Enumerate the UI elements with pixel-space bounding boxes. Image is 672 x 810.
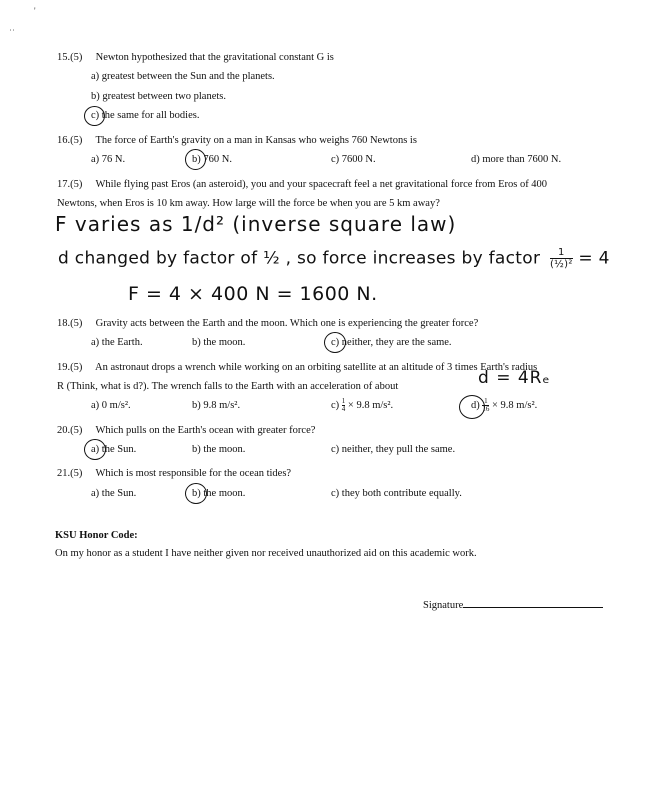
question-text-continued: R (Think, what is d?). The wrench falls to the Earth with an acceleration of about [57,381,399,392]
q19-option-a[interactable]: a) 0 m/s². [91,400,131,411]
q20-option-c[interactable]: c) neither, they pull the same. [331,444,456,455]
handwritten-line-3: F = 4 × 400 N = 1600 N. [128,283,378,305]
signature-field[interactable] [423,597,603,611]
q16-option-a[interactable]: a) 76 N. [91,154,126,165]
question-number: 17.(5) [57,179,83,190]
q20-option-b[interactable]: b) the moon. [192,444,246,455]
q18-option-a[interactable]: a) the Earth. [91,337,143,348]
q18-option-b[interactable]: b) the moon. [192,337,246,348]
question-number: 15.(5) [57,52,83,63]
q21-option-b[interactable]: b) the moon. [192,488,246,499]
question-text: While flying past Eros (an asteroid), you and your spacecraft feel a net gravitational force from Eros of 400 [95,179,548,190]
stray-mark: ˙˙ [9,28,15,38]
question-15 [57,52,334,63]
question-text: The force of Earth's gravity on a man in Kansas who weighs 760 Newtons is [95,135,417,146]
fraction: $\frac{1}{4}$ [341,397,346,413]
q19-option-b[interactable]: b) 9.8 m/s². [192,400,241,411]
question-21 [57,468,291,479]
q15-option-c[interactable]: c) the same for all bodies. [91,110,200,121]
question-20 [57,425,315,436]
stray-mark: ' [34,6,36,16]
question-17 [57,179,547,190]
question-19 [57,362,537,373]
q18-option-c[interactable]: c) neither, they are the same. [331,337,452,348]
q15-option-b[interactable]: b) greatest between two planets. [91,91,226,102]
question-number: 16.(5) [57,135,83,146]
q16-option-c[interactable]: c) 7600 N. [331,154,376,165]
question-18 [57,318,478,329]
handwritten-text: d changed by factor of ½ , so force increases by factor [58,248,541,269]
question-number: 21.(5) [57,468,83,479]
q16-option-b[interactable]: b) 760 N. [192,154,232,165]
question-number: 20.(5) [57,425,83,436]
q21-option-a[interactable]: a) the Sun. [91,488,137,499]
handwritten-fraction: $\frac{1}{\text{(½)²}}$ [549,247,573,270]
handwritten-result: = 4 [578,248,610,269]
q16-option-d[interactable]: d) more than 7600 N. [471,154,562,165]
honor-code-text: On my honor as a student I have neither given nor received unauthorized aid on this academic work. [55,548,477,559]
question-text: Gravity acts between the Earth and the moon. Which one is experiencing the greater force? [95,318,479,329]
honor-code-title: KSU Honor Code: [55,530,138,541]
question-16 [57,135,417,146]
q20-option-a[interactable]: a) the Sun. [91,444,137,455]
q19-option-c[interactable]: c) $\frac{1}{4}$ × 9.8 m/s². [331,397,394,413]
q19-option-d[interactable]: d) $\frac{1}{16}$ × 9.8 m/s². [471,397,538,413]
signature-label: Signature [423,600,464,611]
handwritten-note: d = 4Rₑ [478,368,551,388]
question-text: Newton hypothesized that the gravitational constant G is [95,52,334,63]
question-text: Which is most responsible for the ocean tides? [95,468,292,479]
question-text-continued: Newtons, when Eros is 10 km away. How large will the force be when you are 5 km away? [57,198,440,209]
fraction: $\frac{1}{16}$ [482,397,490,413]
question-text: Which pulls on the Earth's ocean with greater force? [95,425,316,436]
q21-option-c[interactable]: c) they both contribute equally. [331,488,462,499]
question-text: An astronaut drops a wrench while working on an orbiting satellite at an altitude of 3 times Earth's radius [95,362,538,373]
question-number: 18.(5) [57,318,83,329]
q15-option-a[interactable]: a) greatest between the Sun and the planets. [91,71,275,82]
signature-line[interactable] [463,597,603,608]
handwritten-line-2 [58,247,610,270]
question-number: 19.(5) [57,362,83,373]
handwritten-line-1: F varies as 1/d² (inverse square law) [55,212,457,236]
